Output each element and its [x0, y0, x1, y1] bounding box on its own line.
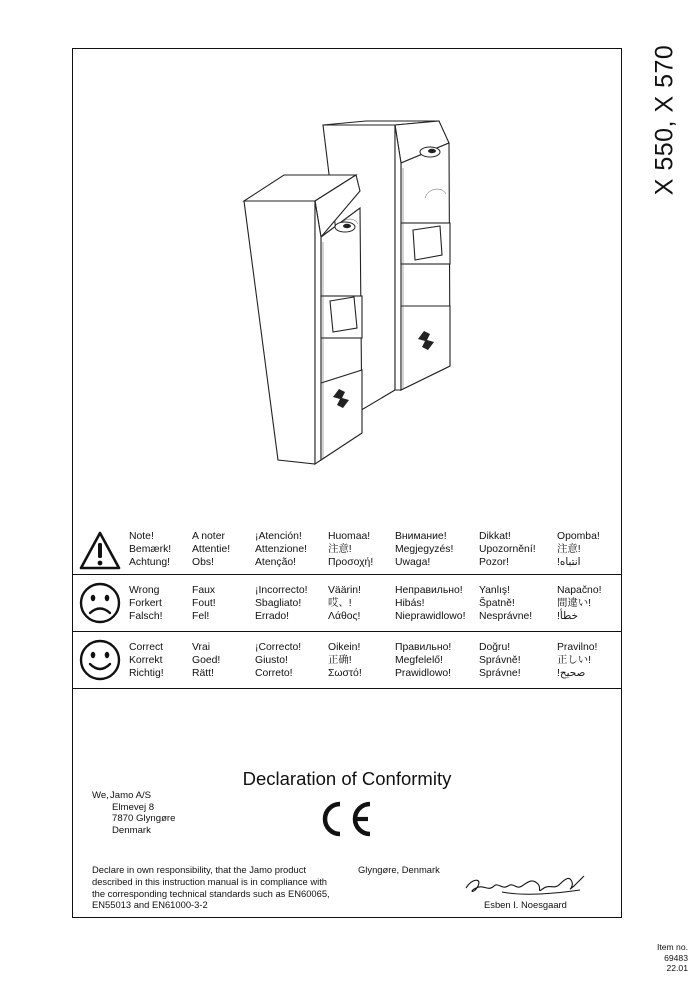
notice-column: Opomba! 注意! !انتباه — [557, 531, 600, 568]
happy-face-icon — [78, 636, 122, 682]
speakers-illustration — [70, 48, 570, 518]
we-label: We, — [92, 790, 109, 801]
notice-column: ¡Correcto! Giusto! Correto! — [255, 642, 302, 679]
notice-column: Vrai Goed! Rätt! — [192, 642, 221, 679]
notice-column: ¡Incorrecto! Sbagliato! Errado! — [255, 585, 308, 622]
notice-column: Pravilno! 正しい! !صحيح — [557, 642, 598, 679]
notice-band-wrong — [72, 577, 622, 632]
notice-column: Oikein! 正确! Σωστό! — [328, 642, 362, 679]
notice-column: Doğru! Správně! Správne! — [479, 642, 521, 679]
notice-column: ¡Atención! Attenzione! Atenção! — [255, 531, 307, 568]
signer-name: Esben I. Noesgaard — [484, 899, 567, 910]
item-number-block — [657, 942, 688, 974]
notice-column: Huomaa! 注意! Προσοχή! — [328, 531, 374, 568]
notice-band-correct — [72, 634, 622, 689]
signature-image — [462, 872, 592, 902]
notice-column: Väärin! 哎、! Λάθος! — [328, 585, 361, 622]
item-date: 22.01 — [666, 963, 688, 973]
notice-column: Внимание! Megjegyzés! Uwaga! — [395, 531, 454, 568]
notice-column: Note! Bemærk! Achtung! — [129, 531, 172, 568]
sad-face-icon — [78, 579, 122, 625]
declaration-place: Glyngøre, Denmark — [358, 864, 440, 875]
notice-column: Faux Fout! Fel! — [192, 585, 216, 622]
item-number: 69483 — [664, 952, 688, 963]
notice-column: Неправильно! Hibás! Nieprawidlowo! — [395, 585, 466, 622]
item-label: Item no. — [656, 942, 688, 952]
notice-column: Napačno! 間違い! !خطأ — [557, 585, 602, 622]
notice-column: Wrong Forkert Falsch! — [129, 585, 163, 622]
ce-mark-icon — [318, 798, 380, 840]
notice-column: Correct Korrekt Richtig! — [129, 642, 164, 679]
address-line: Jamo A/S — [110, 790, 152, 801]
notice-column: Yanlış! Špatně! Nesprávne! — [479, 585, 533, 622]
warning-triangle-icon — [78, 527, 122, 573]
notice-column: A noter Attentie! Obs! — [192, 531, 231, 568]
address-line: 7870 Glyngøre — [112, 813, 176, 824]
declaration-statement: Declare in own responsibility, that the Jamo product described in this instruction manual is in compliance with the corresponding technical standards such as EN60065, EN55013 and EN61000-3-2 — [92, 864, 330, 911]
address-line: Denmark — [112, 824, 151, 836]
declaration-title: Declaration of Conformity — [242, 768, 452, 789]
notice-band-warning — [72, 525, 622, 575]
model-title: X 550, X 570 — [650, 44, 679, 196]
notice-column: Dikkat! Upozornění! Pozor! — [479, 531, 536, 568]
address-line: Elmevej 8 — [112, 801, 155, 813]
notice-column: Правильно! Megfelelő! Prawidlowo! — [395, 642, 452, 679]
